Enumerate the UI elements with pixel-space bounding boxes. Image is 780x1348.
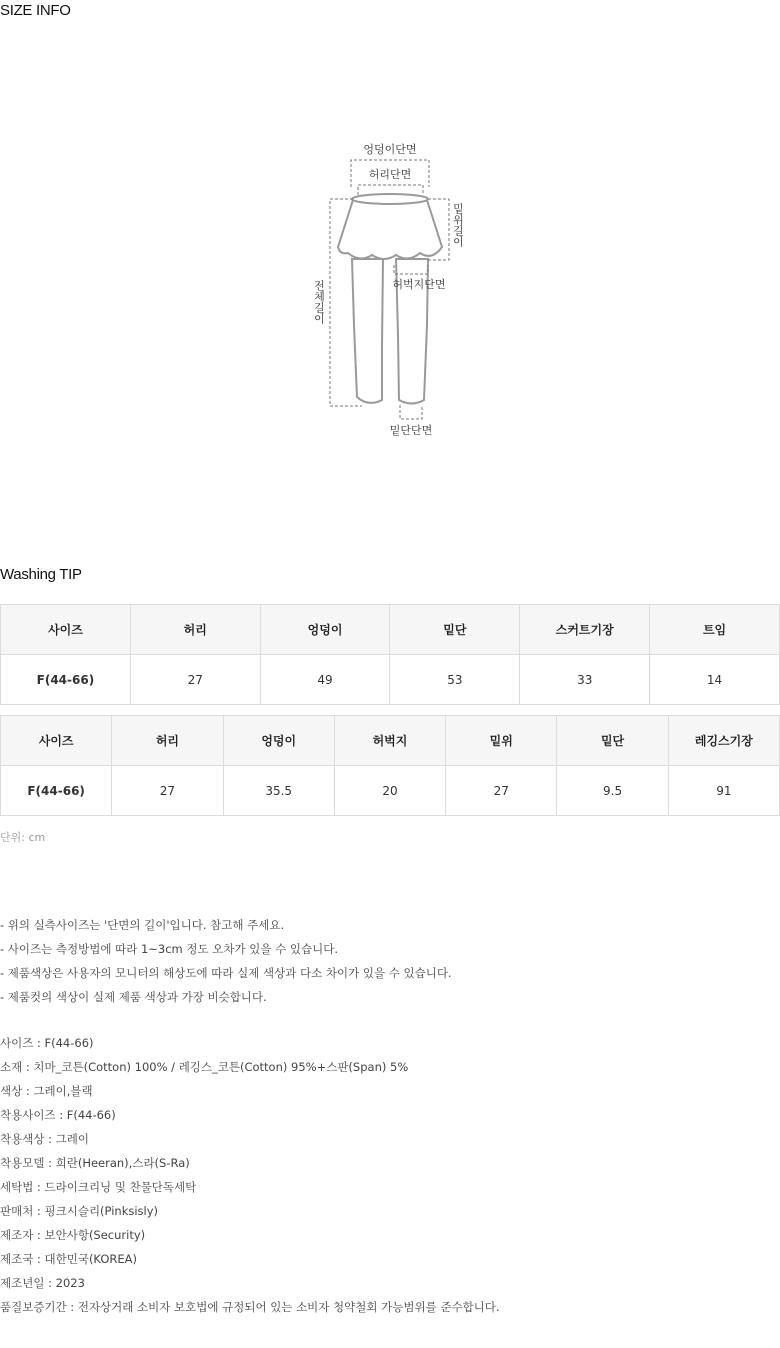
table-header-cell: 레깅스기장 xyxy=(668,716,779,766)
list-item: 착용사이즈 : F(44-66) xyxy=(0,1108,116,1122)
waist-label: 허리단면 xyxy=(368,168,412,181)
table-cell: 49 xyxy=(260,655,390,705)
list-item: 소재 : 치마_코튼(Cotton) 100% / 레깅스_코튼(Cotton) 95%+스판(Span) 5% xyxy=(0,1060,409,1074)
table-header-cell: 밑단 xyxy=(557,716,668,766)
leggings-size-table xyxy=(0,715,780,816)
list-item: 착용모델 : 희란(Heeran),스라(S-Ra) xyxy=(0,1156,190,1170)
skirt-outline xyxy=(338,200,442,259)
list-item: 색상 : 그레이,블랙 xyxy=(0,1084,93,1098)
table-cell: 35.5 xyxy=(223,766,334,816)
table-cell: 27 xyxy=(130,655,260,705)
list-item: 제조자 : 보안사항(Security) xyxy=(0,1228,146,1242)
table-cell: 91 xyxy=(668,766,779,816)
list-item: 사이즈 : F(44-66) xyxy=(0,1036,94,1050)
hem-label: 밑단단면 xyxy=(389,424,433,437)
table-cell: 27 xyxy=(446,766,557,816)
table-header-cell: 밑단 xyxy=(390,605,520,655)
rise-label: 밑위길이 xyxy=(451,203,465,247)
table-cell: 9.5 xyxy=(557,766,668,816)
table-cell: F(44-66) xyxy=(1,655,131,705)
table-header-cell: 밑위 xyxy=(446,716,557,766)
list-item: 세탁법 : 드라이크리닝 및 찬물단독세탁 xyxy=(0,1180,197,1194)
table-cell: 53 xyxy=(390,655,520,705)
table-header-cell: 엉덩이 xyxy=(260,605,390,655)
table-header-cell: 사이즈 xyxy=(1,716,112,766)
size-notes-list xyxy=(0,915,452,1011)
unit-label: 단위: cm xyxy=(0,831,46,844)
thigh-label: 허벅지단면 xyxy=(392,278,446,291)
table-cell: 33 xyxy=(520,655,650,705)
table-header-cell: 트임 xyxy=(650,605,780,655)
list-item: - 사이즈는 측정방법에 따라 1~3cm 정도 오차가 있을 수 있습니다. xyxy=(0,942,339,956)
list-item: - 제품컷의 색상이 실제 제품 색상과 가장 비슷합니다. xyxy=(0,990,267,1004)
table-cell: 20 xyxy=(334,766,445,816)
table-row xyxy=(1,655,780,705)
list-item: - 제품색상은 사용자의 모니터의 해상도에 따라 실제 색상과 다소 차이가 있을 수 있습니다. xyxy=(0,966,452,980)
table-header-cell: 허리 xyxy=(130,605,260,655)
table-header-cell: 스커트기장 xyxy=(520,605,650,655)
total-length-label: 전체길이 xyxy=(312,280,326,324)
size-info-title: SIZE INFO xyxy=(0,2,71,19)
skirt-leggings-illustration xyxy=(300,135,480,445)
list-item: 착용색상 : 그레이 xyxy=(0,1132,89,1146)
skirt-size-table xyxy=(0,604,780,705)
list-item: 판매처 : 핑크시슬리(Pinksisly) xyxy=(0,1204,159,1218)
table-row xyxy=(1,766,780,816)
left-leg-outline xyxy=(352,259,383,403)
table-cell: F(44-66) xyxy=(1,766,112,816)
product-info-list xyxy=(0,1033,500,1321)
washing-tip-title: Washing TIP xyxy=(0,566,82,583)
table-header-row xyxy=(1,605,780,655)
table-cell: 27 xyxy=(112,766,223,816)
list-item: 품질보증기간 : 전자상거래 소비자 보호법에 규정되어 있는 소비자 청약철회 가능범위를 준수합니다. xyxy=(0,1300,500,1314)
table-cell: 14 xyxy=(650,655,780,705)
waistband-outline xyxy=(352,194,428,204)
table-header-cell: 허리 xyxy=(112,716,223,766)
list-item: 제조국 : 대한민국(KOREA) xyxy=(0,1252,138,1266)
list-item: - 위의 실측사이즈는 '단면의 길이'입니다. 참고해 주세요. xyxy=(0,918,285,932)
table-header-cell: 사이즈 xyxy=(1,605,131,655)
size-diagram xyxy=(300,135,480,445)
hip-label: 엉덩이단면 xyxy=(363,143,417,156)
table-header-cell: 허벅지 xyxy=(334,716,445,766)
table-header-row xyxy=(1,716,780,766)
hem-measure-line xyxy=(400,405,422,419)
table-header-cell: 엉덩이 xyxy=(223,716,334,766)
list-item: 제조년일 : 2023 xyxy=(0,1276,85,1290)
